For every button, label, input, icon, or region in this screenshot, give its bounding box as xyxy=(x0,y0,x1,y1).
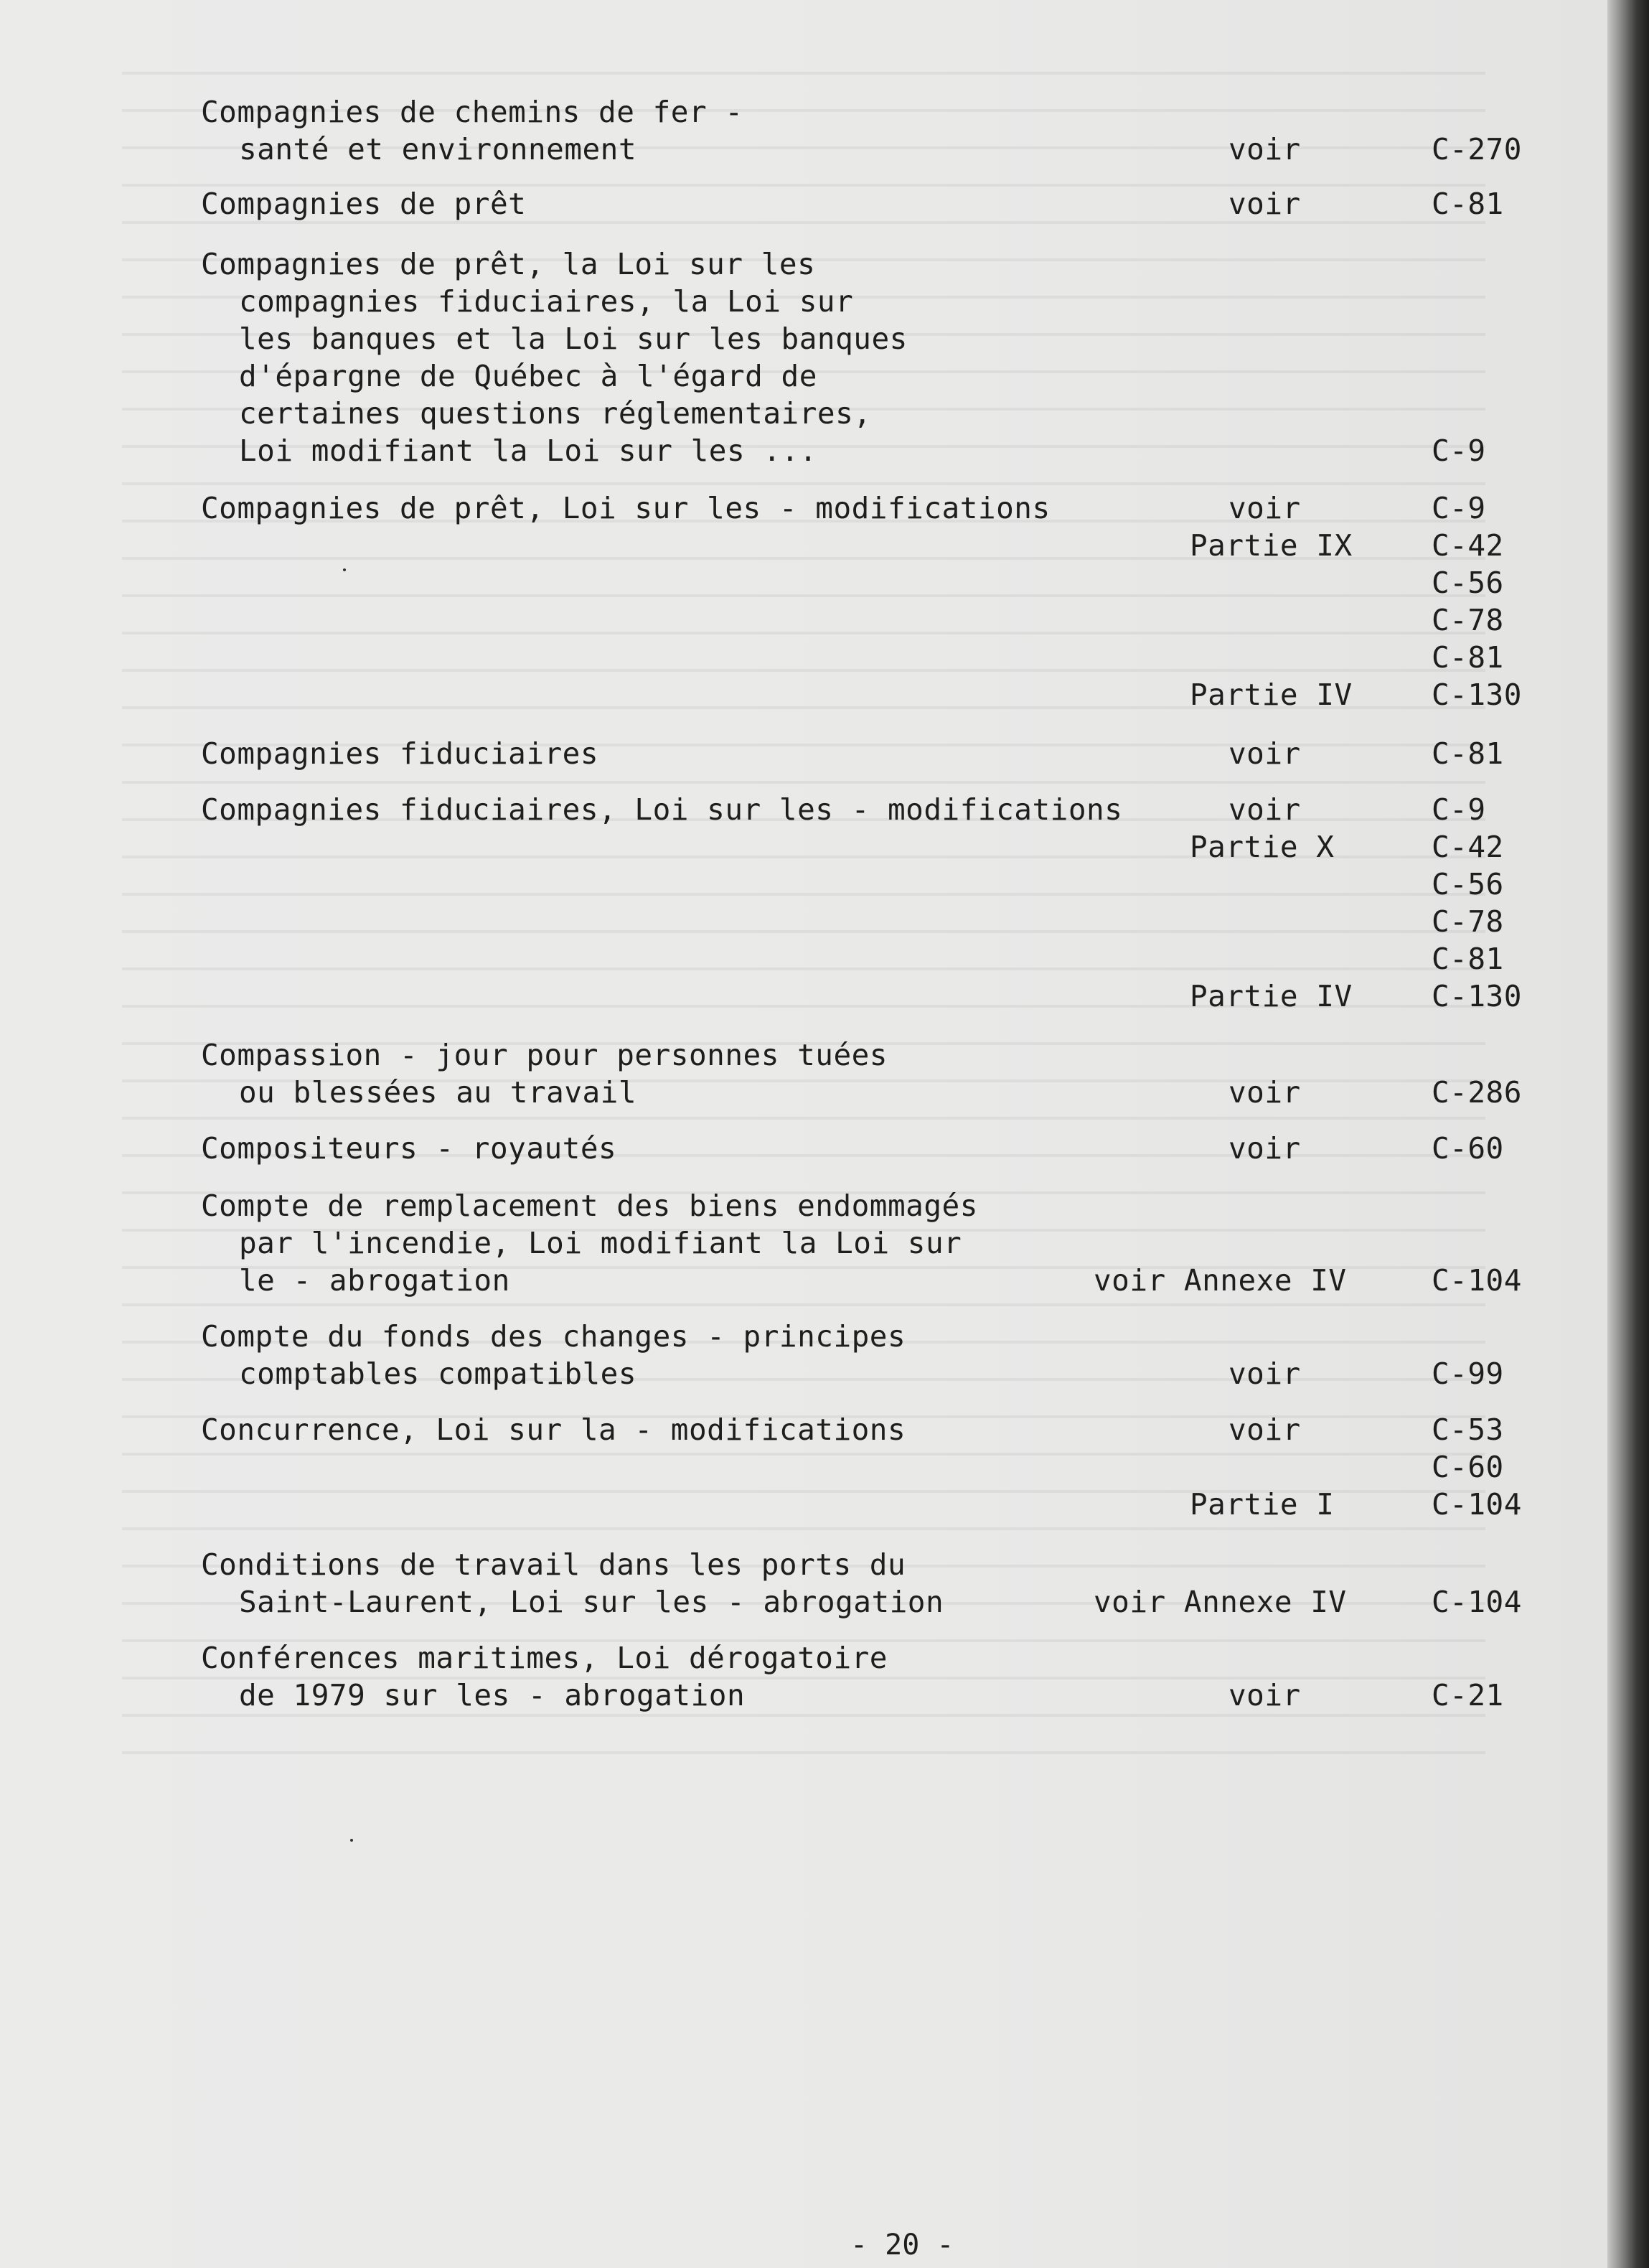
bill-reference: C-56 xyxy=(1432,566,1504,600)
voir-label: voir xyxy=(1228,1678,1301,1712)
entry-title-line: certaines questions réglementaires, xyxy=(239,396,872,431)
bill-reference: C-104 xyxy=(1432,1585,1522,1619)
voir-label: voir xyxy=(1228,491,1301,525)
bill-reference: C-21 xyxy=(1432,1678,1504,1712)
entry-title-line: compagnies fiduciaires, la Loi sur xyxy=(239,284,854,319)
entry-title-line: le - abrogation xyxy=(239,1263,510,1298)
voir-label: voir xyxy=(1228,187,1301,221)
entry-title-line: comptables compatibles xyxy=(239,1356,637,1391)
entry-title-line: par l'incendie, Loi modifiant la Loi sur xyxy=(239,1226,962,1260)
bill-reference: C-56 xyxy=(1432,867,1504,901)
bill-reference: C-42 xyxy=(1432,830,1504,864)
entry-title-line: d'épargne de Québec à l'égard de xyxy=(239,359,817,393)
scan-speck xyxy=(343,568,346,571)
bill-reference: C-270 xyxy=(1432,132,1522,167)
voir-label: voir Annexe IV xyxy=(1094,1263,1347,1298)
bill-reference: C-9 xyxy=(1432,434,1486,468)
bill-reference: C-53 xyxy=(1432,1412,1504,1447)
entry-title-line: ou blessées au travail xyxy=(239,1075,637,1110)
bill-reference: C-286 xyxy=(1432,1075,1522,1110)
part-label: Partie IV xyxy=(1190,678,1353,712)
bill-reference: C-99 xyxy=(1432,1356,1504,1391)
entry-title-line: Compagnies de prêt, la Loi sur les xyxy=(201,247,816,281)
entry-title-line: santé et environnement xyxy=(239,132,637,167)
bill-reference: C-130 xyxy=(1432,979,1522,1013)
bill-reference: C-9 xyxy=(1432,491,1486,525)
bill-reference: C-81 xyxy=(1432,736,1504,771)
entry-title-line: Compagnies fiduciaires xyxy=(201,736,599,771)
voir-label: voir xyxy=(1228,1075,1301,1110)
bill-reference: C-60 xyxy=(1432,1450,1504,1484)
scan-speck xyxy=(350,1839,353,1842)
entry-title-line: Conférences maritimes, Loi dérogatoire xyxy=(201,1641,888,1675)
voir-label: voir xyxy=(1228,1356,1301,1391)
part-label: Partie I xyxy=(1190,1487,1335,1522)
voir-label: voir xyxy=(1228,1131,1301,1166)
entry-title-line: Compagnies de prêt, Loi sur les - modifications xyxy=(201,491,1051,525)
bill-reference: C-42 xyxy=(1432,528,1504,563)
bill-reference: C-81 xyxy=(1432,942,1504,976)
bill-reference: C-104 xyxy=(1432,1263,1522,1298)
entry-title-line: Concurrence, Loi sur la - modifications xyxy=(201,1412,906,1447)
voir-label: voir xyxy=(1228,792,1301,827)
entry-title-line: Compagnies de prêt xyxy=(201,187,527,221)
bill-reference: C-78 xyxy=(1432,904,1504,939)
page-number: - 20 - xyxy=(850,2229,954,2262)
entry-title-line: Compagnies de chemins de fer - xyxy=(201,95,743,129)
entry-title-line: les banques et la Loi sur les banques xyxy=(239,322,908,356)
bill-reference: C-60 xyxy=(1432,1131,1504,1166)
entry-title-line: Compassion - jour pour personnes tuées xyxy=(201,1038,888,1072)
bill-reference: C-78 xyxy=(1432,603,1504,637)
entry-title-line: Compte de remplacement des biens endommagés xyxy=(201,1189,978,1223)
voir-label: voir xyxy=(1228,1412,1301,1447)
entry-title-line: Compositeurs - royautés xyxy=(201,1131,617,1166)
voir-label: voir Annexe IV xyxy=(1094,1585,1347,1619)
entry-title-line: Compte du fonds des changes - principes xyxy=(201,1319,906,1354)
part-label: Partie IX xyxy=(1190,528,1353,563)
voir-label: voir xyxy=(1228,736,1301,771)
bill-reference: C-81 xyxy=(1432,640,1504,675)
entry-title-line: Conditions de travail dans les ports du xyxy=(201,1547,906,1582)
entry-title-line: de 1979 sur les - abrogation xyxy=(239,1678,746,1712)
voir-label: voir xyxy=(1228,132,1301,167)
part-label: Partie X xyxy=(1190,830,1335,864)
bill-reference: C-81 xyxy=(1432,187,1504,221)
entry-title-line: Saint-Laurent, Loi sur les - abrogation xyxy=(239,1585,944,1619)
bill-reference: C-130 xyxy=(1432,678,1522,712)
entry-title-line: Loi modifiant la Loi sur les ... xyxy=(239,434,817,468)
bill-reference: C-9 xyxy=(1432,792,1486,827)
part-label: Partie IV xyxy=(1190,979,1353,1013)
bill-reference: C-104 xyxy=(1432,1487,1522,1522)
binding-edge xyxy=(1607,0,1649,2268)
entry-title-line: Compagnies fiduciaires, Loi sur les - modifications xyxy=(201,792,1123,827)
